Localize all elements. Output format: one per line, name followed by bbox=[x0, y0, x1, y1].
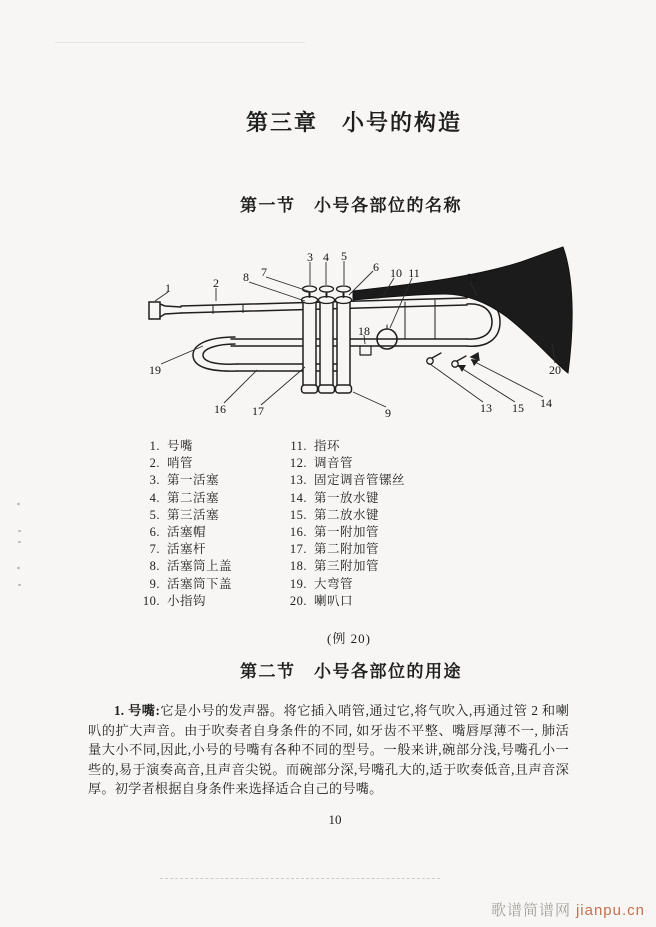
diagram-label-9: 9 bbox=[385, 406, 391, 420]
part-number: 18. bbox=[289, 559, 307, 574]
watermark-site-name: 歌谱简谱网 bbox=[490, 902, 571, 919]
part-name: 大弯管 bbox=[314, 576, 354, 591]
part-number: 9. bbox=[149, 576, 160, 591]
list-item bbox=[287, 455, 477, 472]
list-item bbox=[140, 541, 280, 558]
part-name: 小指钩 bbox=[167, 593, 207, 608]
list-item bbox=[140, 524, 280, 541]
list-item bbox=[287, 593, 477, 610]
section-title-uses: 第二节 小号各部位的用途 bbox=[240, 662, 462, 681]
part-number: 5. bbox=[149, 507, 160, 522]
scan-artifact-dashes bbox=[160, 878, 440, 879]
diagram-label-13: 13 bbox=[480, 401, 492, 415]
chapter-title: 第三章 小号的构造 bbox=[245, 110, 462, 135]
list-item bbox=[287, 541, 477, 558]
part-name: 活塞筒下盖 bbox=[167, 576, 233, 591]
part-number: 15. bbox=[289, 507, 307, 522]
list-item bbox=[140, 472, 280, 489]
list-item bbox=[287, 490, 477, 507]
part-name: 第一附加管 bbox=[314, 524, 380, 539]
part-name: 指环 bbox=[314, 439, 341, 453]
diagram-label-15: 15 bbox=[512, 401, 524, 415]
part-number: 6. bbox=[149, 524, 160, 539]
list-item bbox=[140, 576, 280, 593]
list-item bbox=[140, 455, 280, 472]
part-name: 活塞筒上盖 bbox=[167, 559, 233, 574]
part-number: 11. bbox=[290, 439, 307, 453]
scan-artifact-line bbox=[55, 42, 305, 43]
diagram-label-5: 5 bbox=[341, 249, 347, 263]
scan-speck bbox=[17, 567, 20, 569]
diagram-label-10: 10 bbox=[390, 266, 402, 280]
part-name: 第二活塞 bbox=[167, 490, 220, 505]
part-number: 19. bbox=[289, 576, 307, 591]
part-number: 4. bbox=[149, 490, 160, 505]
scan-speck bbox=[17, 503, 20, 505]
part-number: 12. bbox=[289, 456, 307, 471]
part-number: 3. bbox=[149, 473, 160, 488]
list-item bbox=[140, 507, 280, 524]
part-number: 13. bbox=[289, 473, 307, 488]
diagram-label-1: 1 bbox=[165, 281, 171, 295]
list-item bbox=[287, 507, 477, 524]
part-name: 固定调音管镙丝 bbox=[314, 473, 406, 488]
part-number: 20. bbox=[289, 593, 307, 608]
diagram-label-20: 20 bbox=[549, 363, 561, 377]
trumpet-diagram bbox=[135, 245, 605, 437]
diagram-label-16: 16 bbox=[214, 402, 226, 416]
parts-list-right-column bbox=[287, 438, 477, 610]
section-title-names: 第一节 小号各部位的名称 bbox=[240, 196, 462, 215]
part-name: 第二附加管 bbox=[314, 542, 380, 557]
list-item bbox=[140, 593, 280, 610]
paragraph-text: 它是小号的发声器。将它插入哨管,通过它,将气吹入,再通过管 2 和喇叭的扩大声音。由于吹奏者自身条件的不同, 如牙齿不平整、嘴唇厚薄不一, 肺活量大小不同,因此,小号的号嘴有各种不同的型号。一般来讲,碗部分浅,号嘴孔小一些的,易于演奏高音,且声音尖锐。而碗部分深,号嘴孔大的,适于吹奏低音,且声音深厚。初学者根据自身条件来选择适合自己的号嘴。 bbox=[88, 703, 569, 797]
list-item bbox=[287, 438, 477, 455]
diagram-label-11: 11 bbox=[408, 266, 420, 280]
diagram-label-19: 19 bbox=[149, 363, 161, 377]
diagram-label-4: 4 bbox=[323, 250, 329, 264]
part-name: 喇叭口 bbox=[314, 593, 354, 608]
part-number: 14. bbox=[289, 490, 307, 505]
scan-speck bbox=[18, 541, 21, 543]
part-number: 16. bbox=[289, 524, 307, 539]
diagram-label-8: 8 bbox=[243, 270, 249, 284]
part-name: 第三活塞 bbox=[167, 507, 220, 522]
part-number: 17. bbox=[289, 542, 307, 557]
part-name: 第一活塞 bbox=[167, 473, 220, 488]
list-item bbox=[287, 472, 477, 489]
scan-speck bbox=[18, 584, 21, 586]
diagram-label-18: 18 bbox=[358, 324, 370, 338]
part-name: 活塞杆 bbox=[167, 542, 207, 557]
list-item bbox=[287, 558, 477, 575]
list-item bbox=[140, 490, 280, 507]
diagram-label-2: 2 bbox=[213, 276, 219, 290]
diagram-label-6: 6 bbox=[373, 260, 379, 274]
page-number: 10 bbox=[328, 812, 342, 827]
trumpet-illustration bbox=[135, 245, 605, 437]
diagram-label-14: 14 bbox=[540, 396, 552, 410]
part-number: 2. bbox=[149, 456, 160, 471]
part-name: 第三附加管 bbox=[314, 559, 380, 574]
part-name: 第二放水键 bbox=[314, 507, 380, 522]
part-name: 号嘴 bbox=[167, 439, 194, 453]
list-item bbox=[140, 438, 280, 455]
list-item bbox=[287, 524, 477, 541]
scan-speck bbox=[18, 530, 21, 532]
watermark bbox=[491, 899, 645, 920]
part-number: 10. bbox=[142, 593, 160, 608]
diagram-label-7: 7 bbox=[261, 265, 267, 279]
diagram-label-3: 3 bbox=[307, 250, 313, 264]
part-number: 7. bbox=[149, 542, 160, 557]
part-name: 调音管 bbox=[314, 456, 354, 471]
part-number: 8. bbox=[149, 559, 160, 574]
diagram-label-17: 17 bbox=[252, 404, 264, 418]
example-caption: (例 20) bbox=[327, 631, 371, 646]
part-name: 第一放水键 bbox=[314, 490, 380, 505]
watermark-site-url: jianpu.cn bbox=[575, 902, 645, 919]
diagram-label-12: 12 bbox=[466, 270, 478, 284]
part-name: 哨管 bbox=[167, 456, 194, 471]
body-paragraph bbox=[88, 701, 569, 799]
part-name: 活塞帽 bbox=[167, 524, 207, 539]
list-item bbox=[140, 558, 280, 575]
parts-list-left-column bbox=[140, 438, 280, 610]
part-number: 1. bbox=[149, 439, 160, 453]
paragraph-lead-term: 1. 号嘴: bbox=[114, 703, 161, 718]
list-item bbox=[287, 576, 477, 593]
